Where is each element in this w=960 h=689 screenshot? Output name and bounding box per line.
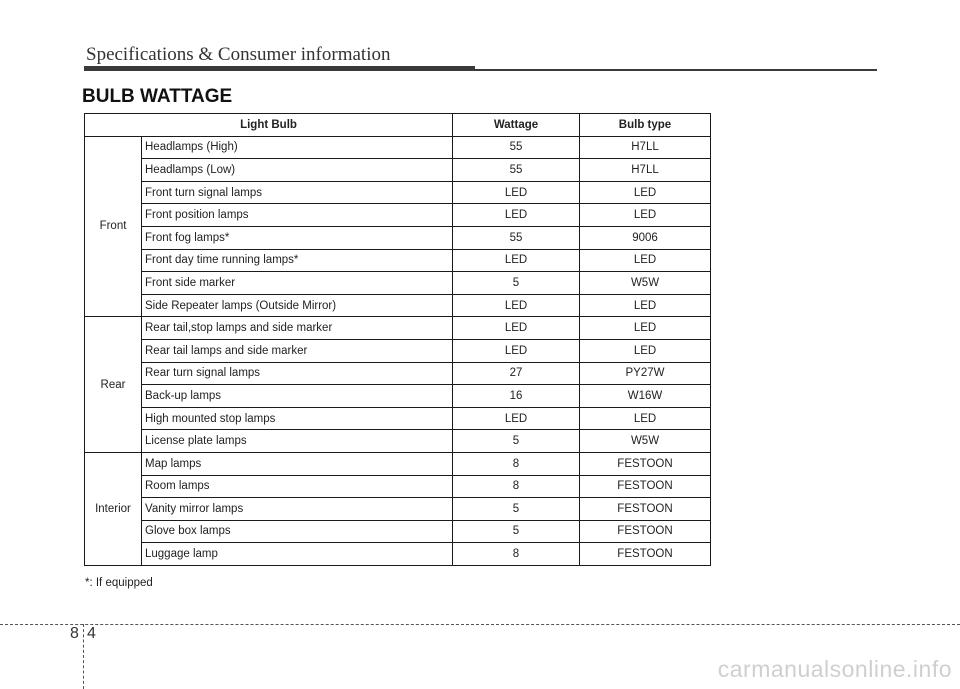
wattage-cell: LED [453,317,580,340]
table-header-row [85,114,711,137]
column-header-wattage: Wattage [453,114,580,137]
group-label: Rear [85,317,142,453]
table-row [85,385,711,408]
bulb-name-cell: Room lamps [142,475,453,498]
page-header-title: Specifications & Consumer information [86,44,391,65]
table-row [85,272,711,295]
page-chapter-number: 8 [70,625,79,642]
wattage-cell: LED [453,181,580,204]
footnote: *: If equipped [85,577,153,589]
bulb-name-cell: Glove box lamps [142,520,453,543]
bulb-type-cell: W16W [580,385,711,408]
footer-dashed-rule [0,624,960,625]
table-row [85,362,711,385]
bulb-name-cell: Luggage lamp [142,543,453,566]
bulb-type-cell: FESTOON [580,498,711,521]
bulb-name-cell: Vanity mirror lamps [142,498,453,521]
bulb-type-cell: W5W [580,272,711,295]
bulb-name-cell: Front day time running lamps* [142,249,453,272]
bulb-type-cell: W5W [580,430,711,453]
bulb-name-cell: License plate lamps [142,430,453,453]
bulb-name-cell: Front fog lamps* [142,226,453,249]
bulb-name-cell: Map lamps [142,452,453,475]
wattage-cell: 55 [453,136,580,159]
bulb-type-cell: FESTOON [580,520,711,543]
wattage-cell: 8 [453,543,580,566]
wattage-cell: 8 [453,475,580,498]
wattage-cell: LED [453,339,580,362]
group-label: Front [85,136,142,317]
footer-vertical-dashed-rule [83,624,84,689]
table-row [85,543,711,566]
table-row [85,294,711,317]
bulb-type-cell: LED [580,204,711,227]
bulb-type-cell: LED [580,339,711,362]
watermark: carmanualsonline.info [717,656,952,682]
table-row [85,498,711,521]
table-row [85,339,711,362]
table-row [85,204,711,227]
table-row [85,249,711,272]
wattage-cell: 16 [453,385,580,408]
header-rule-thin [475,69,877,71]
wattage-cell: 55 [453,159,580,182]
bulb-type-cell: PY27W [580,362,711,385]
bulb-type-cell: LED [580,181,711,204]
bulb-name-cell: Rear tail lamps and side marker [142,339,453,362]
bulb-name-cell: Back-up lamps [142,385,453,408]
bulb-type-cell: 9006 [580,226,711,249]
bulb-name-cell: Headlamps (High) [142,136,453,159]
bulb-name-cell: Headlamps (Low) [142,159,453,182]
table-row [85,475,711,498]
wattage-cell: LED [453,407,580,430]
bulb-type-cell: FESTOON [580,475,711,498]
table-row [85,452,711,475]
bulb-type-cell: LED [580,249,711,272]
column-header-bulb-type: Bulb type [580,114,711,137]
bulb-type-cell: LED [580,294,711,317]
bulb-wattage-table [84,113,711,566]
wattage-cell: LED [453,249,580,272]
bulb-name-cell: Side Repeater lamps (Outside Mirror) [142,294,453,317]
wattage-cell: LED [453,294,580,317]
table-row [85,520,711,543]
bulb-name-cell: Front turn signal lamps [142,181,453,204]
table-row [85,159,711,182]
header-rule-thick [84,66,475,71]
bulb-name-cell: Front position lamps [142,204,453,227]
bulb-name-cell: Rear tail,stop lamps and side marker [142,317,453,340]
bulb-name-cell: Rear turn signal lamps [142,362,453,385]
section-title: BULB WATTAGE [82,86,233,107]
bulb-type-cell: FESTOON [580,543,711,566]
bulb-name-cell: High mounted stop lamps [142,407,453,430]
wattage-cell: 5 [453,498,580,521]
group-label: Interior [85,452,142,565]
bulb-type-cell: H7LL [580,136,711,159]
bulb-type-cell: FESTOON [580,452,711,475]
table-row [85,136,711,159]
column-header-light-bulb: Light Bulb [85,114,453,137]
wattage-cell: 27 [453,362,580,385]
wattage-cell: 5 [453,520,580,543]
table-row [85,430,711,453]
wattage-cell: LED [453,204,580,227]
wattage-cell: 5 [453,430,580,453]
table-row [85,407,711,430]
page-number: 4 [87,625,96,642]
table-body [85,136,711,565]
table-row [85,181,711,204]
bulb-type-cell: LED [580,317,711,340]
bulb-type-cell: LED [580,407,711,430]
bulb-name-cell: Front side marker [142,272,453,295]
wattage-cell: 55 [453,226,580,249]
wattage-cell: 8 [453,452,580,475]
bulb-type-cell: H7LL [580,159,711,182]
wattage-cell: 5 [453,272,580,295]
table-row [85,317,711,340]
table-row [85,226,711,249]
